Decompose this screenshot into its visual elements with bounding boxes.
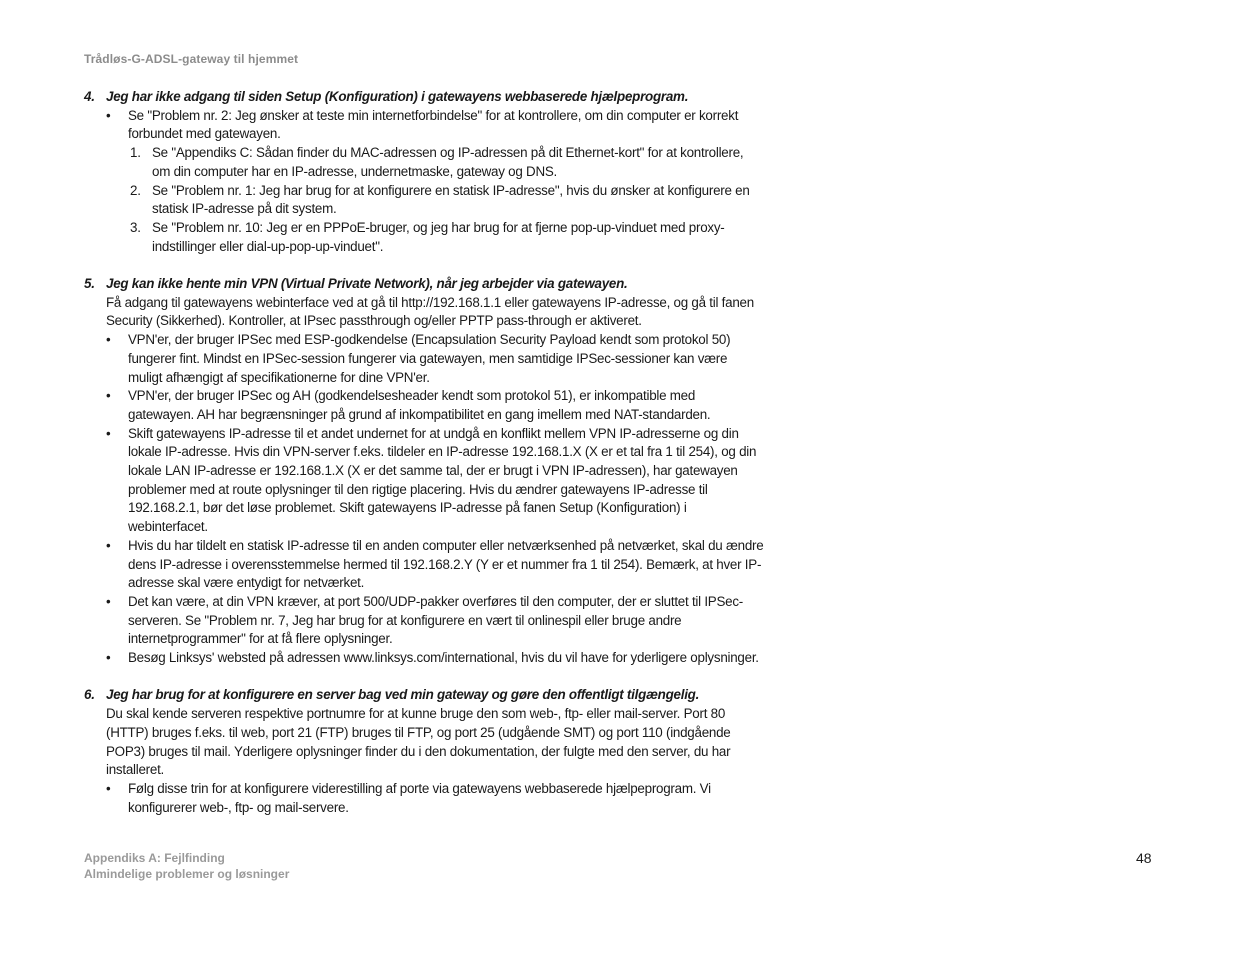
problem-6: [84, 686, 764, 817]
list-item-text: VPN'er, der bruger IPSec og AH (godkendelsesheader kendt som protokol 51), er inkompatible med gatewayen. AH har begrænsninger på grund af inkompatibilitet en gang imellem med NAT-standarden.: [128, 388, 711, 422]
list-item-text: Se "Problem nr. 1: Jeg har brug for at konfigurere en statisk IP-adresse", hvis du ønsker at konfigurere en statisk IP-adresse på dit system.: [152, 182, 750, 217]
bullet-icon: •: [106, 107, 111, 123]
list-item: [106, 780, 764, 817]
list-item-text: Besøg Linksys' websted på adressen www.linksys.com/international, hvis du vil have for yderligere oplysninger.: [128, 650, 759, 666]
item-number: 2.: [130, 182, 141, 198]
list-item: [106, 593, 764, 649]
list-item-text: Følg disse trin for at konfigurere viderestilling af porte via gatewayens webbaserede hjælpeprogram. Vi konfigurerer web-, ftp- og mail-servere.: [128, 780, 711, 815]
problem-6-heading: [84, 686, 764, 705]
list-item: [106, 425, 764, 537]
list-item: [106, 331, 764, 387]
problem-5-heading: [84, 275, 764, 294]
list-item-text: Se "Problem nr. 2: Jeg ønsker at teste min internetforbindelse" for at kontrollere, om din computer er korrekt forbundet med gatewayen.: [128, 107, 739, 142]
bullet-icon: •: [106, 537, 111, 553]
problem-4: [84, 88, 764, 256]
list-item-text: Se "Appendiks C: Sådan finder du MAC-adressen og IP-adressen på dit Ethernet-kort" for at kontrollere, om din computer har en IP-adresse, undernetmaske, gateway og DNS.: [152, 145, 744, 179]
problem-title: Jeg har ikke adgang til siden Setup (Konfiguration) i gatewayens webbaserede hjælpeprogram.: [106, 89, 689, 104]
list-item: [106, 387, 764, 424]
bullet-icon: •: [106, 388, 111, 404]
problem-title: Jeg kan ikke hente min VPN (Virtual Private Network), når jeg arbejder via gatewayen.: [106, 276, 628, 292]
list-item: [130, 182, 764, 219]
problem-5: [84, 275, 764, 668]
running-header: Trådløs-G-ADSL-gateway til hjemmet: [84, 52, 299, 66]
bullet-icon: •: [106, 593, 111, 609]
list-item: [130, 144, 764, 181]
running-footer: [84, 850, 289, 882]
list-item: [106, 107, 764, 257]
footer-section: Almindelige problemer og løsninger: [84, 867, 290, 881]
problem-4-heading: [84, 88, 764, 107]
problem-number: 4.: [84, 89, 95, 104]
bullet-icon: •: [106, 650, 111, 666]
bullet-list: [84, 331, 764, 668]
list-item-text: Hvis du har tildelt en statisk IP-adresse til en anden computer eller netværksenhed på netværket, skal du ændre dens IP-adresse i overensstemmelse hermed til 192.168.2.Y (Y er et nummer fra 1 til 254). Bemærk, at hver IP-adresse skal være entydigt for netværket.: [128, 537, 764, 591]
bullet-icon: •: [106, 780, 111, 796]
list-item-text: Skift gatewayens IP-adresse til et andet undernet for at undgå en konflikt mellem VPN IP-adresserne og din lokale IP-adresse. Hvis din VPN-server f.eks. tildeler en IP-adresse 192.168.1.X (X er et tal fra 1 til 254), og din lokale LAN IP-adresse er 192.168.1.X (X er det samme tal, der er brugt i VPN IP-adressen), har gatewayen problemer med at route oplysninger til den rigtige placering. Hvis du ændrer gatewayens IP-adresse til 192.168.2.1, bør det løse problemet. Skift gatewayens IP-adresse på fanen Setup (Konfiguration) i webinterfacet.: [128, 425, 757, 535]
page-number: 48: [1136, 850, 1152, 866]
numbered-sublist: [128, 144, 764, 256]
list-item-text: VPN'er, der bruger IPSec med ESP-godkendelse (Encapsulation Security Payload kendt som protokol 50) fungerer fint. Mindst en IPSec-session fungerer via gatewayen, men samtidige IPSec-sessioner kan være muligt afhængigt af specifikationerne for dine VPN'er.: [128, 332, 731, 385]
list-item-text: Det kan være, at din VPN kræver, at port 500/UDP-pakker overføres til den computer, der er sluttet til IPSec-serveren. Se "Problem nr. 7, Jeg har brug for at konfigurere en vært til onlinespil eller bruge andre internetprogrammer" for at få flere oplysninger.: [128, 593, 744, 647]
item-number: 3.: [130, 219, 141, 235]
problem-5-intro: Få adgang til gatewayens webinterface ved at gå til http://192.168.1.1 eller gatewayens IP-adresse, og gå til fanen Security (Sikkerhed). Kontroller, at IPsec passthrough og/eller PPTP pass-through er aktiveret.: [106, 294, 754, 329]
bullet-list: [84, 107, 764, 257]
bullet-icon: •: [106, 332, 111, 348]
problem-6-intro: Du skal kende serveren respektive portnumre for at kunne bruge den som web-, ftp- eller mail-server. Port 80 (HTTP) bruges f.eks. til web, port 21 (FTP) bruges til FTP, og port 25 (udgående SMT) og port 110 (indgående POP3) bruges til mail. Yderligere oplysninger finder du i den dokumentation, der fulgte med den server, du har installeret.: [106, 706, 731, 778]
list-item: [130, 219, 764, 256]
list-item-text: Se "Problem nr. 10: Jeg er en PPPoE-bruger, og jeg har brug for at fjerne pop-up-vinduet med proxy-indstillinger eller dial-up-pop-up-vinduet".: [152, 219, 725, 254]
page-content: [84, 88, 764, 836]
problem-number: 6.: [84, 687, 95, 703]
footer-chapter: Appendiks A: Fejlfinding: [84, 851, 225, 865]
list-item: [106, 649, 764, 668]
bullet-icon: •: [106, 425, 111, 441]
bullet-list: [84, 780, 764, 817]
item-number: 1.: [130, 145, 141, 161]
problem-title: Jeg har brug for at konfigurere en server bag ved min gateway og gøre den offentligt tilgængelig.: [106, 687, 700, 703]
problem-number: 5.: [84, 276, 95, 292]
list-item: [106, 537, 764, 593]
